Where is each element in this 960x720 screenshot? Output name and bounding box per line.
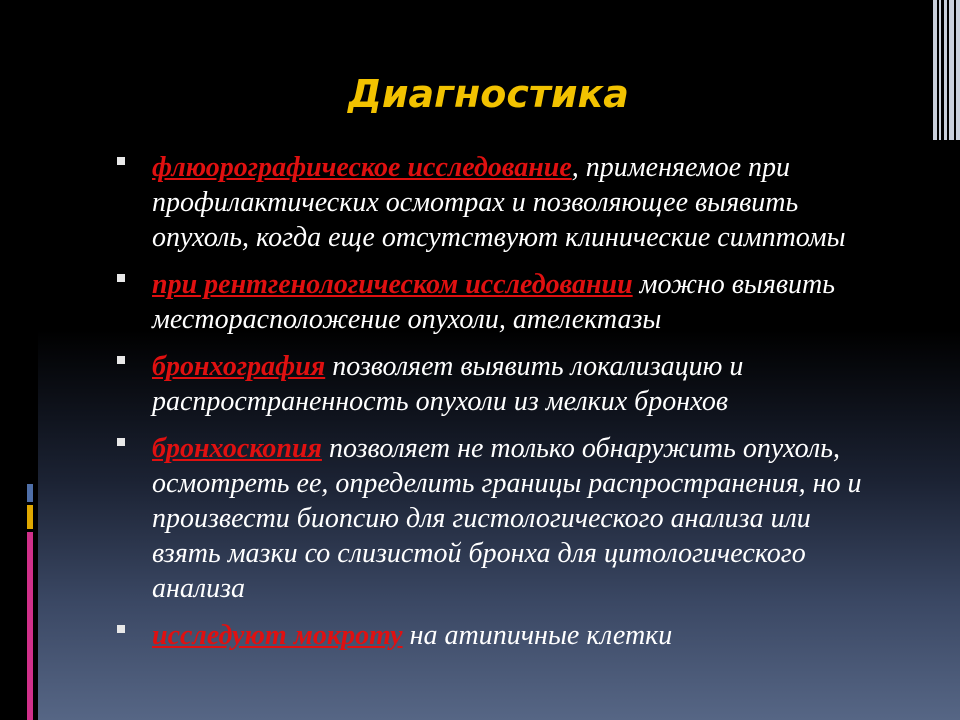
highlight-term: при рентгенологическом исследовании	[152, 269, 633, 300]
right-decorative-bars	[933, 0, 960, 140]
stripe-blue	[27, 484, 33, 502]
bullet-item	[114, 267, 874, 337]
stripe-gold	[27, 505, 33, 529]
bullet-text: позволяет выявить локализацию и распространенность опухоли из мелких бронхов	[152, 351, 744, 417]
bullet-list	[114, 150, 874, 665]
bullet-marker	[117, 157, 125, 165]
bullet-text: позволяет не только обнаружить опухоль, осмотреть ее, определить границы распространения, но и произвести биопсию для гистологического анализа или взять мазки со слизистой бронха для цитологического анализа	[152, 433, 862, 604]
bullet-item	[114, 431, 874, 606]
bullet-item	[114, 150, 874, 255]
highlight-term: бронхоскопия	[152, 433, 322, 464]
bullet-marker	[117, 274, 125, 282]
highlight-term: бронхография	[152, 351, 326, 382]
bullet-item	[114, 618, 874, 653]
bullet-marker	[117, 356, 125, 364]
bullet-text: на атипичные клетки	[402, 620, 673, 651]
bullet-marker	[117, 625, 125, 633]
stripe-magenta	[27, 532, 33, 720]
slide-title: Диагностика	[348, 72, 629, 116]
bullet-text: , применяемое при профилактических осмотрах и позволяющее выявить опухоль, когда еще отсутствуют клинические симптомы	[152, 152, 846, 253]
left-decorative-strip	[0, 0, 38, 720]
bullet-text: можно выявить месторасположение опухоли, ателектазы	[152, 269, 835, 335]
bullet-marker	[117, 438, 125, 446]
bullet-item	[114, 349, 874, 419]
highlight-term: исследуют мокроту	[152, 620, 403, 651]
highlight-term: флюорографическое исследование	[152, 152, 572, 183]
